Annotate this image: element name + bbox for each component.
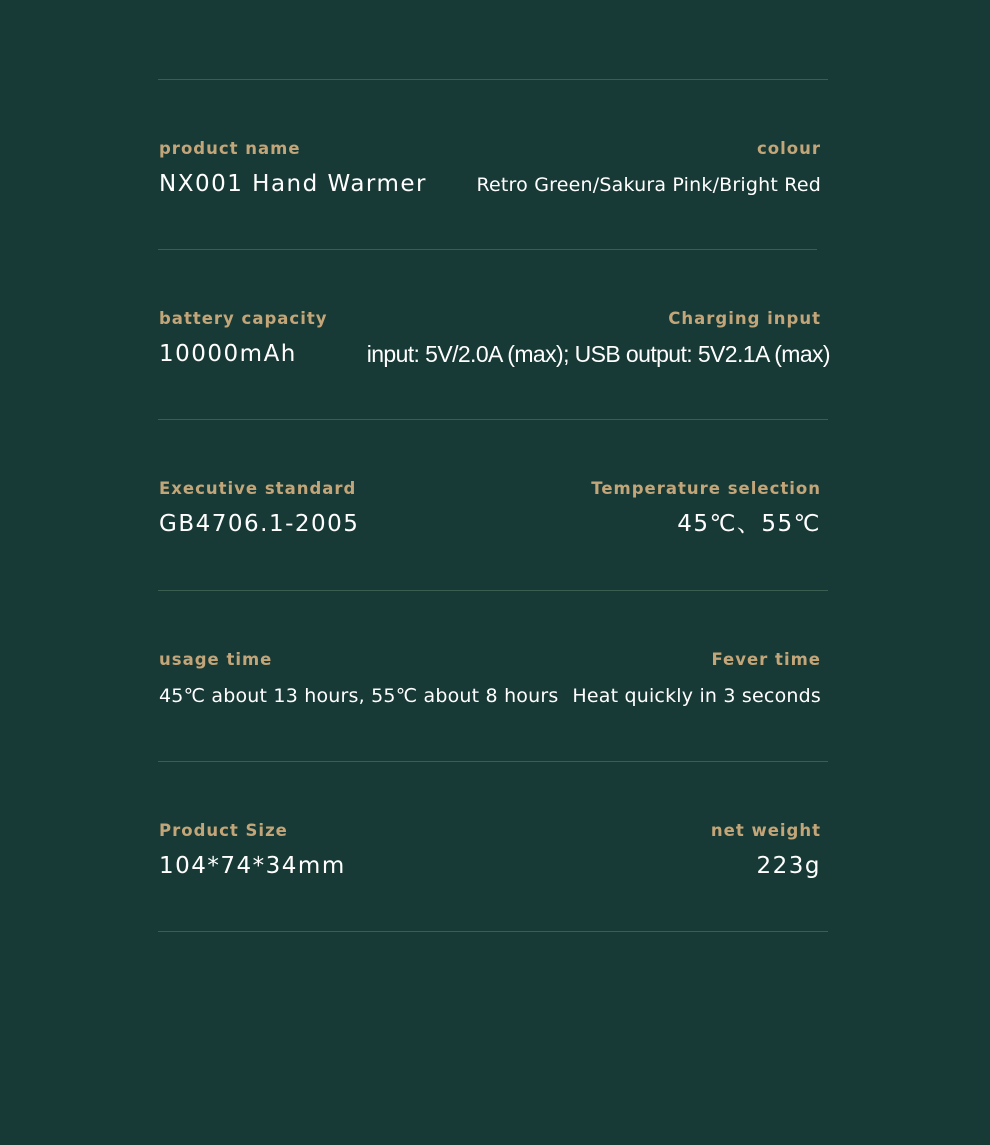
spec-cell-battery-capacity [159, 309, 328, 369]
spec-value: Retro Green/Sakura Pink/Bright Red [476, 174, 821, 196]
spec-label: Executive standard [159, 479, 357, 498]
spec-value: Heat quickly in 3 seconds [572, 685, 821, 707]
spec-row-battery [158, 250, 828, 419]
spec-cell-net-weight [711, 821, 821, 881]
spec-row-standard [158, 420, 828, 590]
spec-value: 45℃、55℃ [677, 511, 821, 537]
spec-label: Fever time [711, 650, 821, 669]
spec-label: Product Size [159, 821, 288, 840]
spec-value: 45℃ about 13 hours, 55℃ about 8 hours [159, 685, 559, 707]
spec-cell-product-size [159, 821, 346, 881]
spec-row-usage [158, 591, 828, 761]
spec-row-size [158, 762, 828, 931]
spec-value: input: 5V/2.0A (max); USB output: 5V2.1A (max) [366, 341, 830, 367]
spec-cell-colour [476, 139, 821, 199]
spec-sheet [158, 79, 828, 932]
spec-label: colour [757, 139, 821, 158]
spec-label: usage time [159, 650, 273, 669]
spec-value: GB4706.1-2005 [159, 511, 360, 537]
spec-value: 10000mAh [159, 341, 297, 367]
spec-value: 223g [756, 853, 821, 879]
spec-row-product-name [158, 80, 828, 249]
spec-cell-temperature-selection [591, 479, 821, 539]
spec-label: net weight [710, 821, 821, 840]
spec-label: battery capacity [159, 309, 328, 328]
spec-value: NX001 Hand Warmer [159, 171, 427, 197]
spec-cell-product-name [159, 139, 427, 199]
divider [158, 931, 828, 932]
spec-label: product name [159, 139, 301, 158]
spec-cell-usage-time [159, 650, 559, 710]
spec-cell-fever-time [572, 650, 821, 710]
spec-label: Charging input [668, 309, 821, 328]
spec-value: 104*74*34mm [159, 853, 346, 879]
spec-cell-executive-standard [159, 479, 359, 539]
spec-cell-charging-input [367, 309, 830, 369]
spec-label: Temperature selection [591, 479, 821, 498]
